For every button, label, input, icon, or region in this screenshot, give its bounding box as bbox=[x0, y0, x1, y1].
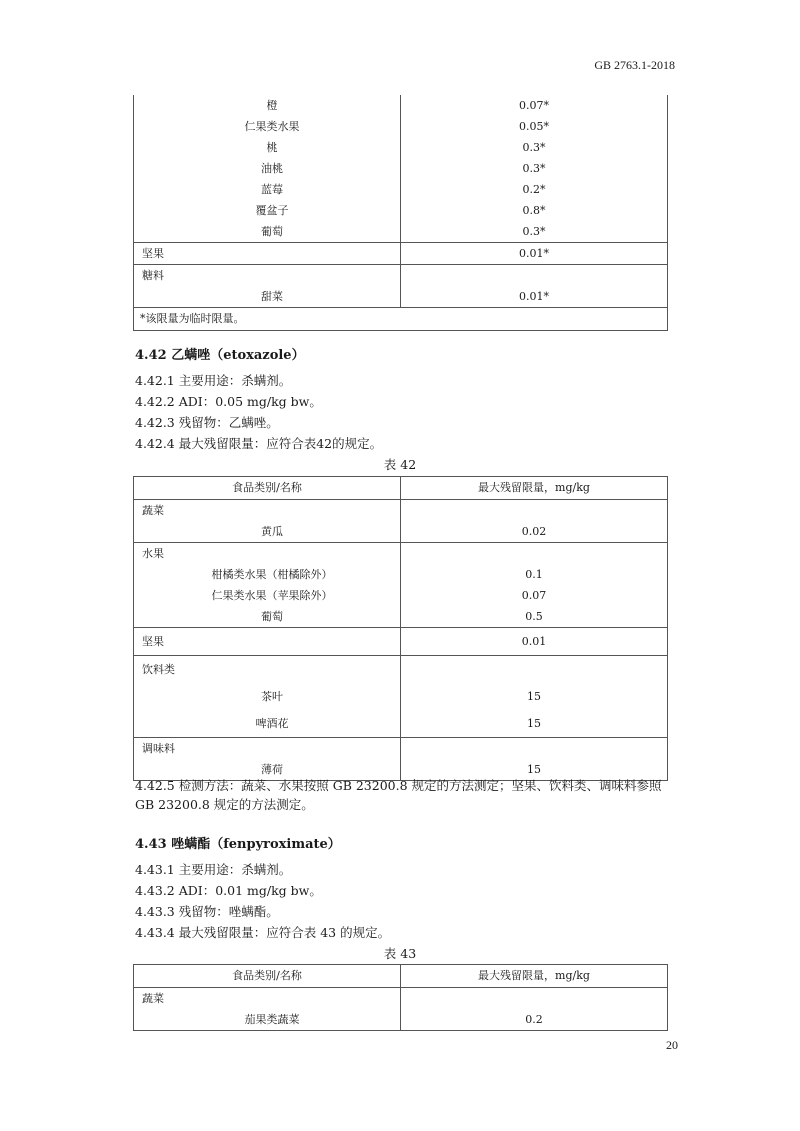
mrl-value: 0.3* bbox=[522, 225, 546, 238]
mrl-value: 0.3* bbox=[522, 141, 546, 154]
table-row bbox=[134, 265, 668, 308]
food-item: 黄瓜 bbox=[261, 525, 283, 538]
section-line: 4.42.4 最大残留限量：应符合表42的规定。 bbox=[135, 436, 383, 451]
mrl-value: 0.01* bbox=[519, 247, 549, 260]
food-item: 啤酒花 bbox=[255, 717, 289, 730]
section-line: 4.43.2 ADI：0.01 mg/kg bw。 bbox=[135, 883, 322, 898]
food-item: 仁果类水果 bbox=[244, 120, 300, 133]
column-header: 最大残留限量，mg/kg bbox=[478, 969, 590, 982]
page-number: 20 bbox=[666, 1038, 678, 1052]
mrl-value: 0.01 bbox=[521, 635, 547, 648]
food-item: 桃 bbox=[266, 141, 278, 154]
food-item: 葡萄 bbox=[261, 610, 283, 623]
mrl-value: 15 bbox=[527, 717, 541, 730]
column-header: 食品类别/名称 bbox=[232, 481, 302, 494]
food-category: 调味料 bbox=[142, 742, 175, 755]
section-line: 4.43.3 残留物：唑螨酯。 bbox=[135, 904, 279, 919]
table-row bbox=[134, 656, 668, 738]
table-row bbox=[134, 738, 668, 781]
section-line: 4.43.1 主要用途：杀螨剂。 bbox=[135, 862, 292, 877]
food-category: 坚果 bbox=[142, 635, 164, 648]
food-item: 葡萄 bbox=[261, 225, 283, 238]
food-category: 蔬菜 bbox=[142, 992, 164, 1005]
food-item: 甜菜 bbox=[261, 290, 283, 303]
column-header: 食品类别/名称 bbox=[232, 969, 302, 982]
food-category: 饮料类 bbox=[142, 663, 175, 676]
table-row bbox=[134, 243, 668, 265]
food-item: 茄果类蔬菜 bbox=[244, 1013, 300, 1026]
mrl-value: 0.07 bbox=[521, 589, 547, 602]
mrl-value: 0.2* bbox=[522, 183, 546, 196]
table-header-row bbox=[134, 477, 668, 500]
mrl-value: 15 bbox=[527, 690, 541, 703]
table-41-continued bbox=[133, 95, 668, 331]
section-heading-4-43: 4.43 唑螨酯（fenpyroximate） bbox=[135, 837, 341, 852]
section-heading-4-42: 4.42 乙螨唑（etoxazole） bbox=[135, 348, 305, 363]
table-caption: 表 43 bbox=[383, 946, 417, 961]
mrl-value: 0.02 bbox=[521, 525, 547, 538]
table-row bbox=[134, 95, 668, 243]
food-item: 薄荷 bbox=[261, 763, 283, 776]
mrl-value: 15 bbox=[527, 763, 541, 776]
section-line: 4.42.1 主要用途：杀螨剂。 bbox=[135, 373, 292, 388]
food-item: 蓝莓 bbox=[261, 183, 283, 196]
table-row bbox=[134, 988, 668, 1031]
food-item: 茶叶 bbox=[261, 690, 283, 703]
mrl-value: 0.2 bbox=[525, 1013, 543, 1026]
mrl-value: 0.07* bbox=[519, 99, 549, 112]
table-row bbox=[134, 500, 668, 543]
table-note-row bbox=[134, 308, 668, 331]
table-row bbox=[134, 543, 668, 628]
table-42 bbox=[133, 476, 668, 781]
food-category: 坚果 bbox=[142, 247, 164, 260]
section-line: 4.42.2 ADI：0.05 mg/kg bw。 bbox=[135, 394, 322, 409]
food-category: 水果 bbox=[142, 547, 164, 560]
food-item: 油桃 bbox=[261, 162, 283, 175]
food-item: 橙 bbox=[266, 99, 278, 112]
table-43 bbox=[133, 964, 668, 1031]
detection-method: 4.42.5 检测方法：蔬菜、水果按照 GB 23200.8 规定的方法测定；坚果、饮料类、调味料参照 GB 23200.8 规定的方法测定。 bbox=[135, 778, 662, 812]
column-header: 最大残留限量，mg/kg bbox=[478, 481, 590, 494]
standard-code: GB 2763.1-2018 bbox=[594, 58, 675, 72]
mrl-value: 0.05* bbox=[519, 120, 549, 133]
table-row bbox=[134, 628, 668, 656]
food-category: 糖料 bbox=[142, 269, 164, 282]
food-category: 蔬菜 bbox=[142, 504, 164, 517]
mrl-value: 0.5 bbox=[525, 610, 543, 623]
section-line: 4.43.4 最大残留限量：应符合表 43 的规定。 bbox=[135, 925, 391, 940]
table-header-row bbox=[134, 965, 668, 988]
section-line: 4.42.3 残留物：乙螨唑。 bbox=[135, 415, 279, 430]
mrl-value: 0.8* bbox=[522, 204, 546, 217]
food-item: 仁果类水果（苹果除外） bbox=[211, 589, 333, 602]
mrl-value: 0.3* bbox=[522, 162, 546, 175]
food-item: 柑橘类水果（柑橘除外） bbox=[211, 568, 333, 581]
food-item: 覆盆子 bbox=[255, 204, 289, 217]
table-note: *该限量为临时限量。 bbox=[140, 312, 245, 325]
table-caption: 表 42 bbox=[383, 457, 417, 472]
mrl-value: 0.01* bbox=[519, 290, 549, 303]
mrl-value: 0.1 bbox=[525, 568, 543, 581]
